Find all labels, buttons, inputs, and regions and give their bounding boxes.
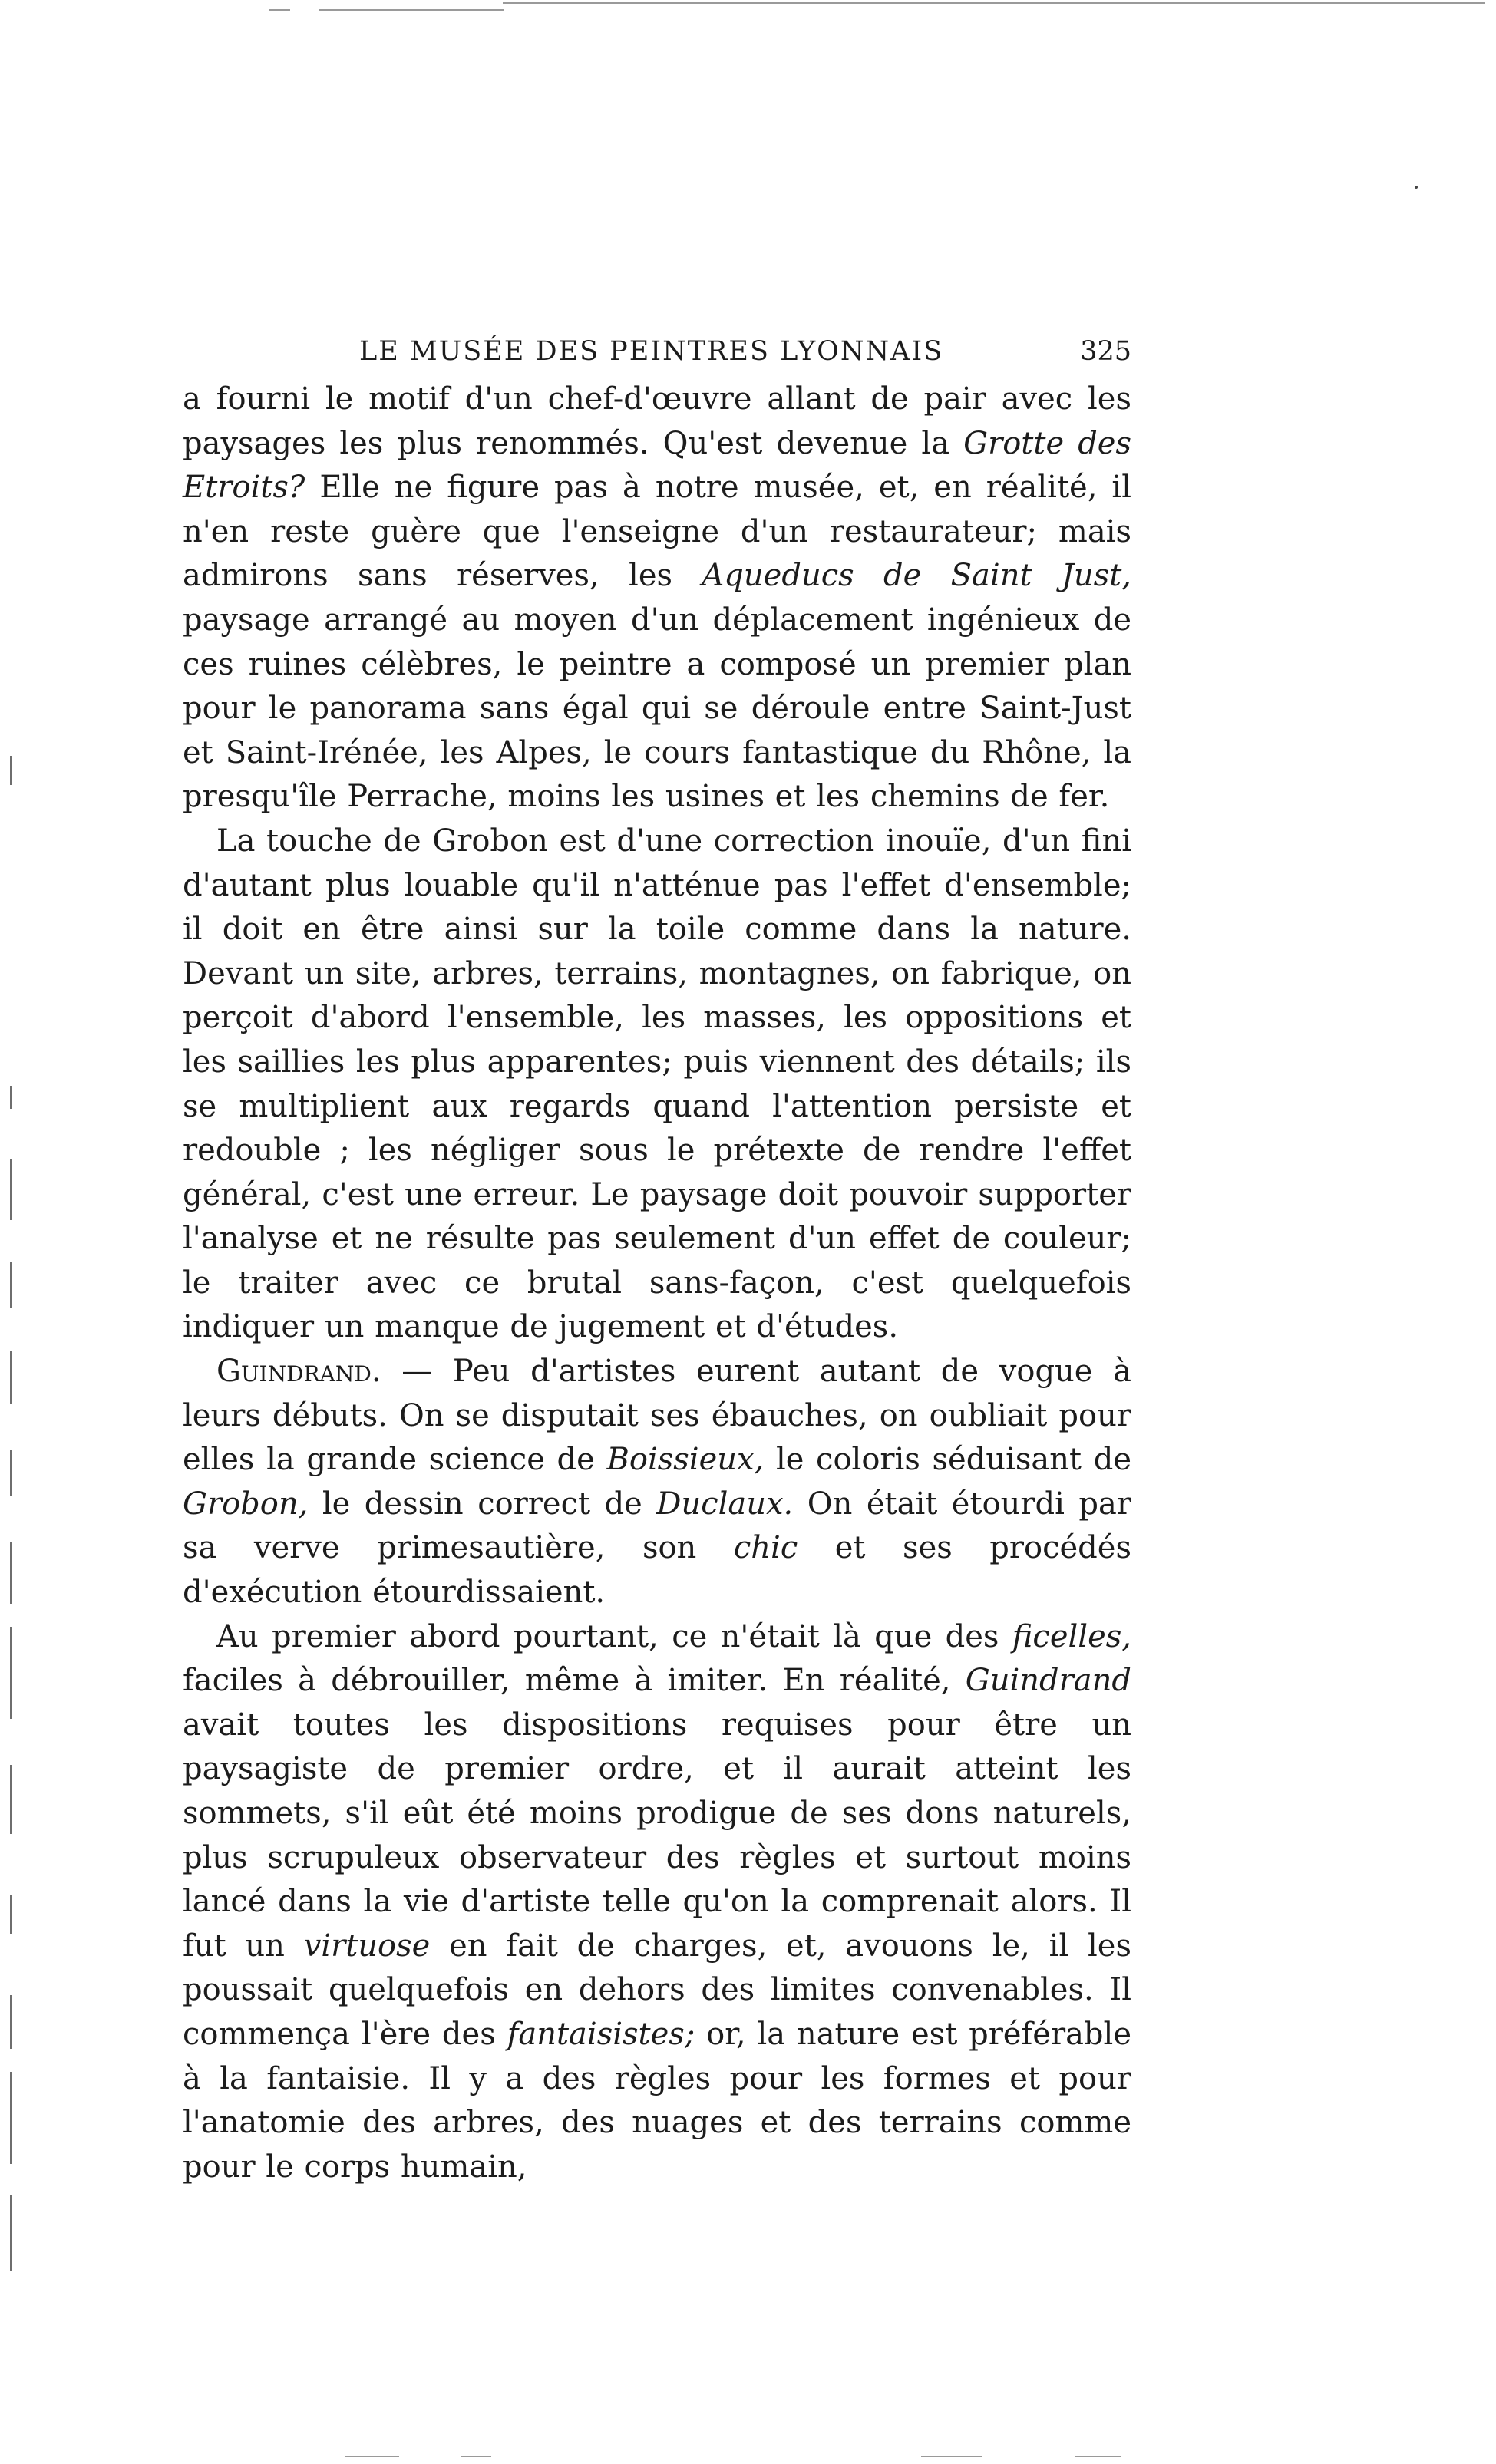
text-run: avait toutes les dispositions requises pour être un paysagiste de premier ordre, et il aurait atteint les sommets, s'il eût été moins prodigue de ses dons naturels, plus scrupuleux observateur des règles et surtout moins lancé dans la vie d'artiste telle qu'on la comprenait alors. Il fut un <box>183 1707 1131 1964</box>
artist-name: Guindrand. <box>216 1354 381 1390</box>
paragraph-2 <box>183 820 1131 1350</box>
text-run: en fait de charges, et, avouons le, il les poussait quelquefois en dehors des limites convenables. Il commença l'ère des <box>183 1928 1131 2052</box>
body-text <box>183 378 1131 2189</box>
text-run: a fourni le motif d'un chef-d'œuvre allant de pair avec les paysages les plus renommés. Qu'est devenue la <box>183 381 1131 461</box>
bottom-edge-rule <box>345 2456 399 2457</box>
artist-reference: Grobon, <box>183 1486 309 1522</box>
text-run: Au premier abord pourtant, ce n'était là que des <box>216 1618 1012 1654</box>
text-run: On était étourdi par sa verve primesautière, son <box>183 1486 1131 1566</box>
paragraph-1 <box>183 378 1131 820</box>
left-edge-mark <box>10 1450 12 1496</box>
left-edge-mark <box>10 756 12 785</box>
text-run: et ses procédés d'exécution étourdissaient. <box>183 1530 1131 1611</box>
top-edge-rule <box>503 2 1485 4</box>
left-edge-mark <box>10 1542 12 1604</box>
text-run: or, la nature est préférable à la fantaisie. Il y a des règles pour les formes et pour l'anatomie des arbres, des nuages et des terrains comme pour le corps humain, <box>183 2016 1131 2185</box>
left-edge-mark <box>10 1995 12 2049</box>
left-edge-mark <box>10 1351 12 1404</box>
artist-reference: Duclaux. <box>656 1486 794 1522</box>
italic-term: chic <box>733 1530 798 1566</box>
page-number: 325 <box>1080 336 1131 367</box>
text-run: le dessin correct de <box>308 1486 657 1522</box>
italic-term: fantaisistes; <box>507 2016 695 2052</box>
left-edge-mark <box>10 1262 12 1308</box>
text-run: — Peu d'artistes eurent autant de vogue à leurs débuts. On se disputait ses ébauches, on oubliait pour elles la grande science de <box>183 1354 1131 1478</box>
running-header <box>183 330 1131 373</box>
left-edge-mark <box>10 1159 12 1220</box>
left-edge-mark <box>10 1627 12 1719</box>
left-edge-mark <box>10 1765 12 1834</box>
paragraph-4 <box>183 1615 1131 2190</box>
left-edge-mark <box>10 2072 12 2164</box>
scan-speck <box>1415 186 1418 189</box>
artwork-title: Aqueducs de Saint Just, <box>702 558 1132 594</box>
italic-term: virtuose <box>303 1928 431 1964</box>
artist-reference: Guindrand <box>965 1663 1131 1699</box>
artist-reference: Boissieux, <box>606 1442 765 1478</box>
top-edge-rule <box>269 9 290 11</box>
artwork-title: Grotte des Etroits? <box>183 425 1132 506</box>
left-edge-mark <box>10 1895 12 1934</box>
left-edge-mark <box>10 1086 12 1109</box>
book-page <box>183 330 1131 2189</box>
text-run: faciles à débrouiller, même à imiter. En réalité, <box>183 1663 966 1699</box>
paragraph-3 <box>183 1350 1131 1615</box>
top-edge-rule <box>319 9 504 11</box>
text-run: paysage arrangé au moyen d'un déplacement ingénieux de ces ruines célèbres, le peintre a composé un premier plan pour le panorama sans égal qui se déroule entre Saint-Just et Saint-Irénée, les Alpes, le cours fantastique du Rhône, la presqu'île Perrache, moins les usines et les chemins de fer. <box>183 602 1131 815</box>
text-run: Elle ne figure pas à notre musée, et, en réalité, il n'en reste guère que l'enseigne d'un restaurateur; mais admirons sans réserves, les <box>183 470 1131 594</box>
text-run: La touche de Grobon est d'une correction inouïe, d'un fini d'autant plus louable qu'il n'atténue pas l'effet d'ensemble; il doit en être ainsi sur la toile comme dans la nature. Devant un site, arbres, terrains, montagnes, on fabrique, on perçoit d'abord l'ensemble, les masses, les oppositions et les saillies les plus apparentes; puis viennent des détails; ils se multiplient aux regards quand l'attention persiste et redouble ; les négliger sous le prétexte de rendre l'effet général, c'est une erreur. Le paysage doit pouvoir supporter l'analyse et ne résulte pas seulement d'un effet de couleur; le traiter avec ce brutal sans-façon, c'est quelquefois indiquer un manque de jugement et d'études. <box>183 823 1131 1345</box>
left-edge-mark <box>10 2195 12 2271</box>
text-run: le coloris séduisant de <box>764 1442 1131 1478</box>
bottom-edge-rule <box>461 2456 491 2457</box>
bottom-edge-rule <box>1075 2456 1121 2457</box>
italic-term: ficelles, <box>1012 1618 1131 1654</box>
running-title: LE MUSÉE DES PEINTRES LYONNAIS <box>359 336 944 367</box>
bottom-edge-rule <box>921 2456 982 2457</box>
